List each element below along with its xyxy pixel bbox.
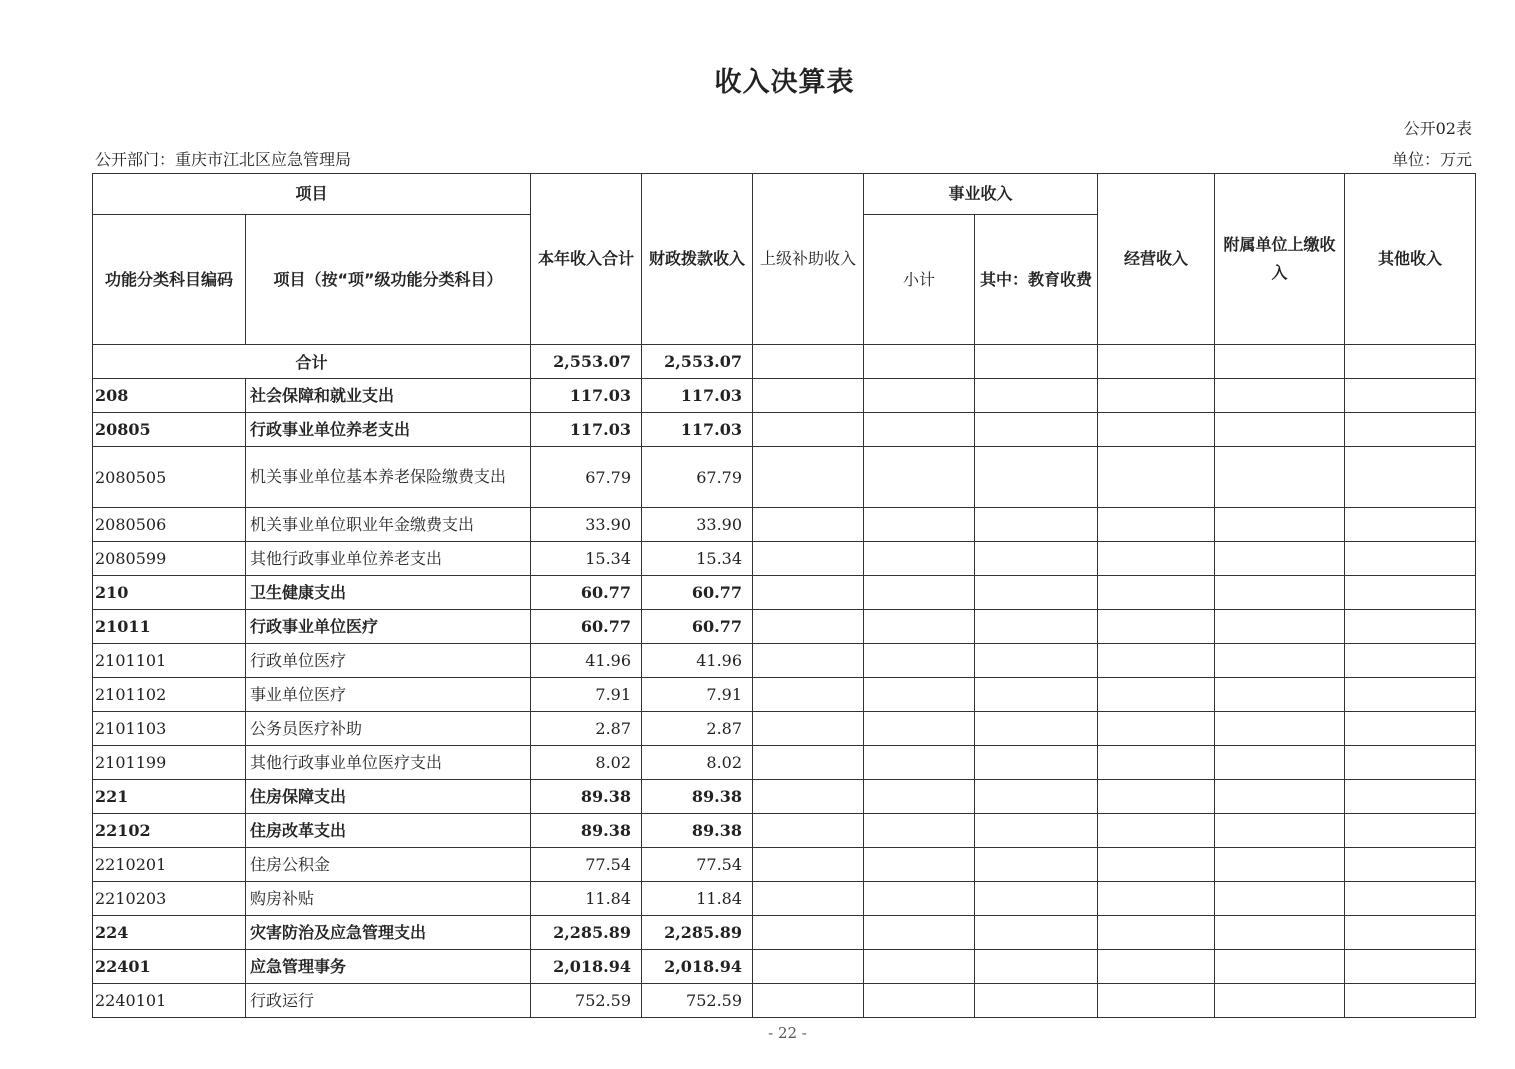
- empty-cell: [975, 882, 1098, 916]
- row-total: 752.59: [531, 984, 642, 1018]
- empty-cell: [1215, 610, 1345, 644]
- empty-cell: [753, 780, 864, 814]
- table-row: [93, 576, 1476, 610]
- row-fiscal: 60.77: [642, 610, 753, 644]
- row-code: 224: [93, 916, 246, 950]
- row-code: 2101103: [93, 712, 246, 746]
- empty-cell: [975, 814, 1098, 848]
- empty-cell: [864, 712, 975, 746]
- empty-cell: [1098, 508, 1215, 542]
- row-name: 住房保障支出: [246, 780, 531, 814]
- empty-cell: [753, 542, 864, 576]
- row-total: 89.38: [531, 814, 642, 848]
- empty-cell: [1345, 508, 1476, 542]
- empty-cell: [1215, 882, 1345, 916]
- row-total: 67.79: [531, 447, 642, 508]
- empty-cell: [1215, 542, 1345, 576]
- empty-cell: [975, 379, 1098, 413]
- empty-cell: [1098, 950, 1215, 984]
- empty-cell: [1215, 814, 1345, 848]
- empty-cell: [1345, 950, 1476, 984]
- total-row-label: 合计: [93, 345, 531, 379]
- empty-cell: [753, 508, 864, 542]
- total-row-total: 2,553.07: [531, 345, 642, 379]
- row-fiscal: 117.03: [642, 413, 753, 447]
- row-fiscal: 89.38: [642, 780, 753, 814]
- row-fiscal: 2,285.89: [642, 916, 753, 950]
- empty-cell: [975, 542, 1098, 576]
- empty-cell: [975, 780, 1098, 814]
- empty-cell: [864, 950, 975, 984]
- empty-cell: [1098, 746, 1215, 780]
- empty-cell: [753, 712, 864, 746]
- row-name: 应急管理事务: [246, 950, 531, 984]
- page-title: 收入决算表: [714, 67, 855, 98]
- empty-cell: [864, 780, 975, 814]
- empty-cell: [1098, 882, 1215, 916]
- income-table: [92, 173, 1476, 1018]
- empty-cell: [1345, 984, 1476, 1018]
- row-code: 2240101: [93, 984, 246, 1018]
- table-row: [93, 814, 1476, 848]
- empty-cell: [1215, 984, 1345, 1018]
- empty-cell: [1215, 413, 1345, 447]
- empty-cell: [975, 950, 1098, 984]
- empty-cell: [975, 576, 1098, 610]
- empty-cell: [1215, 746, 1345, 780]
- empty-cell: [1345, 644, 1476, 678]
- row-code: 208: [93, 379, 246, 413]
- empty-cell: [864, 345, 975, 379]
- empty-cell: [1345, 542, 1476, 576]
- row-name: 行政事业单位养老支出: [246, 413, 531, 447]
- empty-cell: [1098, 345, 1215, 379]
- row-code: 2101101: [93, 644, 246, 678]
- row-fiscal: 2,018.94: [642, 950, 753, 984]
- page-number: - 22 -: [768, 1024, 807, 1042]
- row-name: 购房补贴: [246, 882, 531, 916]
- empty-cell: [975, 984, 1098, 1018]
- empty-cell: [975, 447, 1098, 508]
- empty-cell: [753, 814, 864, 848]
- empty-cell: [1098, 916, 1215, 950]
- header-project: 项目: [93, 174, 531, 215]
- row-code: 2080506: [93, 508, 246, 542]
- row-name: 事业单位医疗: [246, 678, 531, 712]
- empty-cell: [1215, 678, 1345, 712]
- row-fiscal: 67.79: [642, 447, 753, 508]
- row-name: 灾害防治及应急管理支出: [246, 916, 531, 950]
- row-total: 15.34: [531, 542, 642, 576]
- row-code: 2080505: [93, 447, 246, 508]
- table-row: [93, 542, 1476, 576]
- empty-cell: [975, 508, 1098, 542]
- empty-cell: [1098, 610, 1215, 644]
- empty-cell: [975, 746, 1098, 780]
- empty-cell: [753, 345, 864, 379]
- empty-cell: [753, 413, 864, 447]
- empty-cell: [1098, 644, 1215, 678]
- row-total: 60.77: [531, 576, 642, 610]
- empty-cell: [1098, 447, 1215, 508]
- table-row: [93, 447, 1476, 508]
- table-row: [93, 780, 1476, 814]
- row-fiscal: 752.59: [642, 984, 753, 1018]
- empty-cell: [1098, 814, 1215, 848]
- row-name: 行政运行: [246, 984, 531, 1018]
- empty-cell: [1215, 345, 1345, 379]
- header-affiliated: 附属单位上缴收入: [1215, 174, 1345, 345]
- row-code: 210: [93, 576, 246, 610]
- row-code: 221: [93, 780, 246, 814]
- table-row: [93, 984, 1476, 1018]
- empty-cell: [864, 576, 975, 610]
- empty-cell: [975, 345, 1098, 379]
- row-total: 60.77: [531, 610, 642, 644]
- empty-cell: [1098, 984, 1215, 1018]
- empty-cell: [1345, 678, 1476, 712]
- header-code: 功能分类科目编码: [93, 215, 246, 345]
- empty-cell: [1215, 379, 1345, 413]
- row-name: 住房改革支出: [246, 814, 531, 848]
- row-code: 2210203: [93, 882, 246, 916]
- empty-cell: [1215, 848, 1345, 882]
- empty-cell: [1345, 848, 1476, 882]
- row-code: 2210201: [93, 848, 246, 882]
- header-other: 其他收入: [1345, 174, 1476, 345]
- row-name: 其他行政事业单位医疗支出: [246, 746, 531, 780]
- empty-cell: [1345, 780, 1476, 814]
- table-row: [93, 644, 1476, 678]
- empty-cell: [753, 848, 864, 882]
- table-row: [93, 712, 1476, 746]
- empty-cell: [1345, 447, 1476, 508]
- row-name: 机关事业单位基本养老保险缴费支出: [246, 447, 531, 508]
- empty-cell: [1345, 916, 1476, 950]
- row-total: 77.54: [531, 848, 642, 882]
- header-business-edu: 其中：教育收费: [975, 215, 1098, 345]
- row-name: 公务员医疗补助: [246, 712, 531, 746]
- empty-cell: [753, 746, 864, 780]
- table-row: [93, 508, 1476, 542]
- row-name: 行政事业单位医疗: [246, 610, 531, 644]
- empty-cell: [864, 644, 975, 678]
- row-total: 89.38: [531, 780, 642, 814]
- empty-cell: [864, 542, 975, 576]
- row-total: 117.03: [531, 379, 642, 413]
- empty-cell: [753, 678, 864, 712]
- table-row: [93, 848, 1476, 882]
- empty-cell: [1098, 848, 1215, 882]
- row-total: 2,285.89: [531, 916, 642, 950]
- empty-cell: [753, 950, 864, 984]
- empty-cell: [753, 447, 864, 508]
- empty-cell: [753, 882, 864, 916]
- table-row: [93, 746, 1476, 780]
- empty-cell: [864, 508, 975, 542]
- row-fiscal: 33.90: [642, 508, 753, 542]
- row-name: 社会保障和就业支出: [246, 379, 531, 413]
- row-total: 2,018.94: [531, 950, 642, 984]
- empty-cell: [1098, 379, 1215, 413]
- table-row: [93, 882, 1476, 916]
- row-fiscal: 117.03: [642, 379, 753, 413]
- empty-cell: [1215, 576, 1345, 610]
- header-fiscal: 财政拨款收入: [642, 174, 753, 345]
- empty-cell: [1345, 345, 1476, 379]
- empty-cell: [1215, 950, 1345, 984]
- row-code: 2080599: [93, 542, 246, 576]
- row-fiscal: 11.84: [642, 882, 753, 916]
- row-total: 117.03: [531, 413, 642, 447]
- total-row-fiscal: 2,553.07: [642, 345, 753, 379]
- empty-cell: [864, 379, 975, 413]
- empty-cell: [1215, 916, 1345, 950]
- empty-cell: [1098, 576, 1215, 610]
- row-fiscal: 77.54: [642, 848, 753, 882]
- row-fiscal: 15.34: [642, 542, 753, 576]
- row-total: 2.87: [531, 712, 642, 746]
- empty-cell: [1215, 508, 1345, 542]
- empty-cell: [864, 447, 975, 508]
- row-name: 卫生健康支出: [246, 576, 531, 610]
- empty-cell: [864, 746, 975, 780]
- header-business-subtotal: 小计: [864, 215, 975, 345]
- empty-cell: [975, 678, 1098, 712]
- empty-cell: [975, 916, 1098, 950]
- empty-cell: [975, 712, 1098, 746]
- empty-cell: [753, 644, 864, 678]
- row-total: 41.96: [531, 644, 642, 678]
- empty-cell: [1098, 780, 1215, 814]
- row-code: 22401: [93, 950, 246, 984]
- empty-cell: [864, 916, 975, 950]
- header-business: 事业收入: [864, 174, 1098, 215]
- empty-cell: [864, 848, 975, 882]
- table-row: [93, 916, 1476, 950]
- row-fiscal: 60.77: [642, 576, 753, 610]
- row-code: 21011: [93, 610, 246, 644]
- row-fiscal: 2.87: [642, 712, 753, 746]
- row-fiscal: 41.96: [642, 644, 753, 678]
- row-name: 行政单位医疗: [246, 644, 531, 678]
- row-code: 2101102: [93, 678, 246, 712]
- empty-cell: [975, 610, 1098, 644]
- row-name: 住房公积金: [246, 848, 531, 882]
- row-name: 机关事业单位职业年金缴费支出: [246, 508, 531, 542]
- empty-cell: [1098, 678, 1215, 712]
- empty-cell: [1345, 413, 1476, 447]
- row-total: 11.84: [531, 882, 642, 916]
- header-operating: 经营收入: [1098, 174, 1215, 345]
- header-total: 本年收入合计: [531, 174, 642, 345]
- table-row: [93, 678, 1476, 712]
- empty-cell: [975, 644, 1098, 678]
- empty-cell: [1345, 576, 1476, 610]
- empty-cell: [753, 379, 864, 413]
- empty-cell: [1215, 712, 1345, 746]
- empty-cell: [1098, 413, 1215, 447]
- empty-cell: [1345, 746, 1476, 780]
- empty-cell: [1345, 882, 1476, 916]
- row-fiscal: 8.02: [642, 746, 753, 780]
- empty-cell: [864, 882, 975, 916]
- empty-cell: [975, 413, 1098, 447]
- row-code: 20805: [93, 413, 246, 447]
- empty-cell: [753, 916, 864, 950]
- empty-cell: [975, 848, 1098, 882]
- row-fiscal: 89.38: [642, 814, 753, 848]
- row-name: 其他行政事业单位养老支出: [246, 542, 531, 576]
- header-name: 项目（按“项”级功能分类科目）: [246, 215, 531, 345]
- empty-cell: [1345, 610, 1476, 644]
- empty-cell: [864, 678, 975, 712]
- empty-cell: [1345, 712, 1476, 746]
- table-row: [93, 610, 1476, 644]
- table-row: [93, 379, 1476, 413]
- row-code: 2101199: [93, 746, 246, 780]
- empty-cell: [753, 984, 864, 1018]
- empty-cell: [1345, 814, 1476, 848]
- empty-cell: [1215, 780, 1345, 814]
- empty-cell: [864, 413, 975, 447]
- row-total: 33.90: [531, 508, 642, 542]
- row-total: 8.02: [531, 746, 642, 780]
- empty-cell: [753, 576, 864, 610]
- row-fiscal: 7.91: [642, 678, 753, 712]
- empty-cell: [864, 984, 975, 1018]
- department-label: 公开部门：重庆市江北区应急管理局: [95, 150, 352, 169]
- unit-label: 单位：万元: [1391, 150, 1472, 169]
- row-total: 7.91: [531, 678, 642, 712]
- empty-cell: [864, 610, 975, 644]
- empty-cell: [1098, 712, 1215, 746]
- empty-cell: [864, 814, 975, 848]
- header-subsidy: 上级补助收入: [753, 174, 864, 345]
- empty-cell: [1098, 542, 1215, 576]
- empty-cell: [1345, 379, 1476, 413]
- empty-cell: [1215, 447, 1345, 508]
- table-number: 公开02表: [1403, 119, 1472, 138]
- table-row: [93, 413, 1476, 447]
- row-code: 22102: [93, 814, 246, 848]
- empty-cell: [1215, 644, 1345, 678]
- empty-cell: [753, 610, 864, 644]
- table-row: [93, 950, 1476, 984]
